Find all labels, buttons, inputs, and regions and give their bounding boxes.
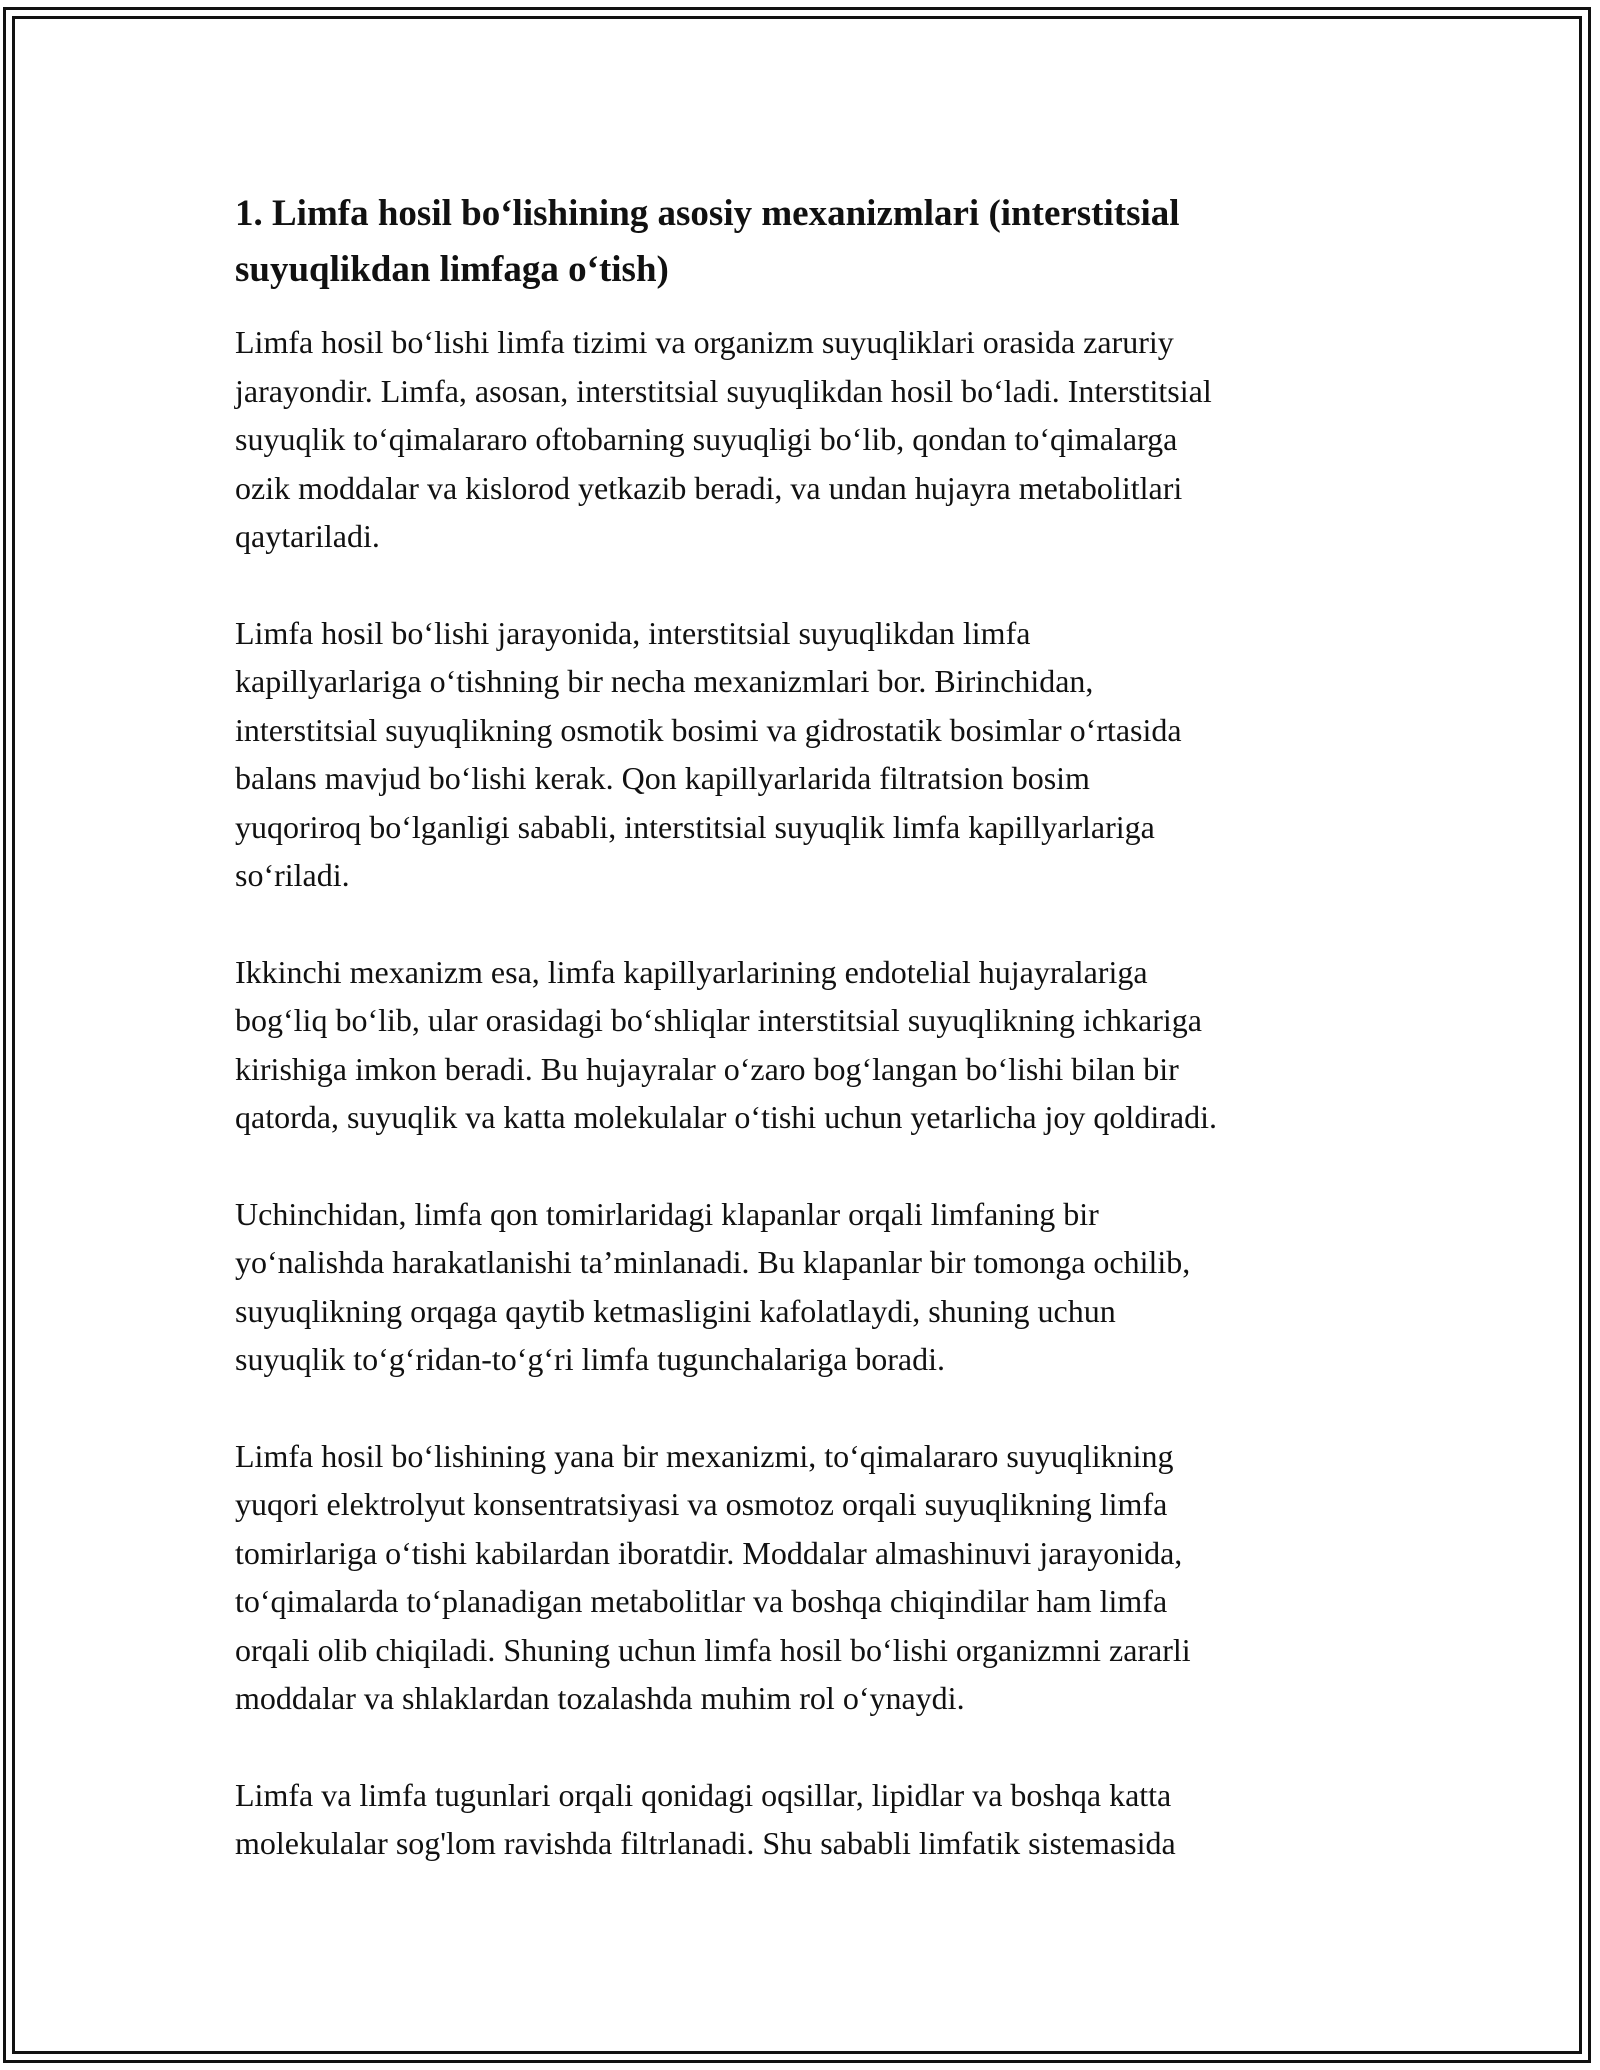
paragraph-5: Limfa hosil bo‘lishining yana bir mexanizmi, to‘qimalararo suyuqlikning yuqori elektrolyut konsentratsiyasi va osmotoz orqali suyuqlikning limfa tomirlariga o‘tishi kabilardan iboratdir. Moddalar almashinuvi jarayonida, to‘qimalarda to‘planadigan metabolitlar va boshqa chiqindilar ham limfa orqali olib chiqiladi. Shuning uchun limfa hosil bo‘lishi organizmni zararli moddalar va shlaklardan tozalashda muhim rol o‘ynaydi. (235, 1437, 1191, 1716)
document-body (235, 186, 1375, 1916)
paragraph-1: Limfa hosil bo‘lishi limfa tizimi va organizm suyuqliklari orasida zaruriy jarayondir. Limfa, asosan, interstitsial suyuqlikdan hosil bo‘ladi. Interstitsial suyuqlik to‘qimalararo oftobarning suyuqligi bo‘lib, qondan to‘qimalarga ozik moddalar va kislorod yetkazib beradi, va undan hujayra metabolitlari qaytariladi. (235, 324, 1212, 554)
paragraph-4: Uchinchidan, limfa qon tomirlaridagi klapanlar orqali limfaning bir yo‘nalishda harakatlanishi ta’minlanadi. Bu klapanlar bir tomonga ochilib, suyuqlikning orqaga qaytib ketmasligini kafolatlaydi, shuning uchun suyuqlik to‘g‘ridan-to‘g‘ri limfa tugunchalariga boradi. (235, 1195, 1191, 1377)
section-heading: 1. Limfa hosil bo‘lishining asosiy mexanizmlari (interstitsial suyuqlikdan limfaga o‘tish) (235, 193, 1180, 290)
paragraph-6: Limfa va limfa tugunlari orqali qonidagi oqsillar, lipidlar va boshqa katta molekulalar sog'lom ravishda filtrlanadi. Shu sababli limfatik sistemasida (235, 1776, 1176, 1861)
paragraph-2: Limfa hosil bo‘lishi jarayonida, interstitsial suyuqlikdan limfa kapillyarlariga o‘tishning bir necha mexanizmlari bor. Birinchidan, interstitsial suyuqlikning osmotik bosimi va gidrostatik bosimlar o‘rtasida balans mavjud bo‘lishi kerak. Qon kapillyarlarida filtratsion bosim yuqoriroq bo‘lganligi sababli, interstitsial suyuqlik limfa kapillyarlariga so‘riladi. (235, 614, 1182, 893)
paragraph-3: Ikkinchi mexanizm esa, limfa kapillyarlarining endotelial hujayralariga bog‘liq bo‘lib, ular orasidagi bo‘shliqlar interstitsial suyuqlikning ichkariga kirishiga imkon beradi. Bu hujayralar o‘zaro bog‘langan bo‘lishi bilan bir qatorda, suyuqlik va katta molekulalar o‘tishi uchun yetarlicha joy qoldiradi. (235, 953, 1217, 1135)
